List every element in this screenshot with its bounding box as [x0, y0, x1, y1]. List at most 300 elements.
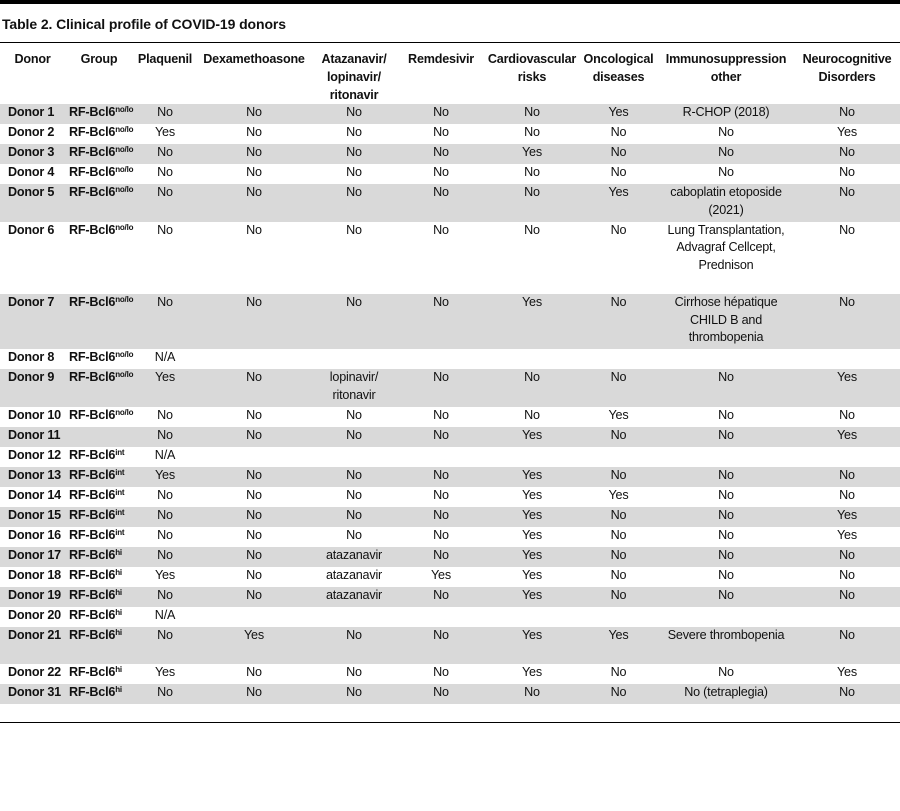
- cell-immuno: No: [658, 369, 794, 407]
- group-name: RF-Bcl6: [69, 350, 116, 364]
- cell-plaquenil: No: [133, 507, 197, 527]
- cell-group: [65, 104, 133, 124]
- cell-remdesivir: No: [397, 507, 485, 527]
- cell-cardio: Yes: [522, 567, 542, 582]
- cell-onco: No: [579, 427, 658, 447]
- cell-cardio: No: [524, 165, 540, 179]
- cell-remdesivir: No: [397, 104, 485, 124]
- cell-onco: Yes: [608, 407, 629, 422]
- cell-cardio: [485, 447, 579, 467]
- cell-cardio: No: [524, 125, 540, 139]
- table-row: [0, 222, 900, 295]
- cell-cardio: Yes: [485, 144, 579, 164]
- table-row: [0, 124, 900, 144]
- group-name: RF-Bcl6: [69, 185, 116, 199]
- column-header-remdesivir: Remdesivir: [408, 52, 474, 66]
- cell-immuno: No: [718, 407, 734, 422]
- group-name: RF-Bcl6: [69, 105, 116, 119]
- cell-plaquenil: Yes: [155, 665, 175, 679]
- cell-remdesivir: No: [397, 369, 485, 407]
- cell-onco: No: [579, 587, 658, 607]
- group-level: no/lo: [115, 145, 134, 154]
- cell-immuno: Lung Transplantation, Advagraf Cellcept, Prednison: [667, 222, 785, 272]
- cell-donor: Donor 12: [8, 447, 61, 462]
- group-level: int: [115, 467, 125, 477]
- table-row: [0, 184, 900, 222]
- cell-atazanavir: No: [346, 222, 362, 237]
- cell-group: [65, 627, 133, 665]
- cell-dexamethasone: No: [197, 467, 311, 487]
- cell-dexamethasone: Yes: [197, 627, 311, 665]
- cell-plaquenil: No: [157, 222, 173, 237]
- cell-plaquenil: N/A: [154, 350, 176, 364]
- cell-plaquenil: No: [133, 144, 197, 164]
- cell-immuno: No: [658, 507, 794, 527]
- column-header-donor: Donor: [14, 52, 51, 66]
- cell-onco: Yes: [579, 627, 658, 665]
- cell-immuno: No: [658, 427, 794, 447]
- table-row: [0, 664, 900, 684]
- cell-group: [65, 427, 133, 447]
- cell-cardio: Yes: [485, 294, 579, 349]
- cell-plaquenil: N/A: [154, 447, 176, 462]
- cell-donor: Donor 6: [8, 222, 55, 237]
- cell-donor: Donor 14: [8, 487, 61, 502]
- cell-onco: No: [610, 125, 627, 139]
- group-level: no/lo: [115, 165, 134, 174]
- cell-dexamethasone: No: [197, 587, 311, 607]
- cell-atazanavir: atazanavir: [311, 547, 397, 567]
- column-header-atazanavir: Atazanavir/ lopinavir/ ritonavir: [321, 52, 387, 102]
- cell-donor: Donor 18: [8, 567, 61, 582]
- cell-atazanavir: No: [346, 665, 362, 679]
- cell-donor: Donor 16: [8, 527, 61, 542]
- cell-donor: Donor 15: [0, 507, 65, 527]
- cell-dexamethasone: No: [197, 144, 311, 164]
- group-name: RF-Bcl6: [69, 145, 116, 159]
- group-name: RF-Bcl6: [69, 665, 116, 679]
- group-level: hi: [115, 665, 122, 674]
- cell-donor: Donor 13: [0, 467, 65, 487]
- cell-group: [65, 467, 133, 487]
- cell-immuno: No: [658, 467, 794, 487]
- cell-atazanavir: [311, 349, 397, 369]
- cell-group: [65, 369, 133, 407]
- table-row: [0, 684, 900, 704]
- group-level: no/lo: [115, 295, 134, 304]
- cell-group: [65, 487, 133, 507]
- group-level: hi: [115, 627, 122, 637]
- cell-neuro: No: [794, 627, 900, 665]
- group-level: int: [115, 487, 125, 497]
- cell-onco: No: [610, 665, 627, 679]
- cell-dexamethasone: No: [246, 125, 262, 139]
- cell-neuro: No: [839, 567, 855, 582]
- cell-remdesivir: [397, 607, 485, 627]
- cell-immuno: [658, 607, 794, 627]
- column-header-immuno: Immunosuppression other: [665, 52, 787, 84]
- cell-dexamethasone: No: [246, 165, 262, 179]
- table-body: [0, 104, 900, 704]
- cell-dexamethasone: No: [197, 294, 311, 349]
- cell-dexamethasone: No: [197, 684, 311, 704]
- group-name: RF-Bcl6: [69, 567, 116, 582]
- cell-remdesivir: No: [433, 125, 449, 139]
- group-name: RF-Bcl6: [69, 547, 116, 562]
- column-header-cardio: Cardiovascular risks: [487, 52, 577, 84]
- cell-group: [65, 664, 133, 684]
- table-row: [0, 349, 900, 369]
- table-row: [0, 587, 900, 607]
- cell-plaquenil: No: [133, 184, 197, 222]
- cell-onco: No: [610, 527, 627, 542]
- cell-neuro: No: [794, 104, 900, 124]
- cell-immuno: No: [718, 487, 734, 502]
- cell-donor: Donor 31: [0, 684, 65, 704]
- cell-remdesivir: No: [433, 527, 449, 542]
- cell-group: [65, 587, 133, 607]
- group-level: hi: [115, 547, 122, 557]
- cell-neuro: Yes: [794, 507, 900, 527]
- cell-immuno: caboplatin etoposide (2021): [658, 184, 794, 222]
- cell-remdesivir: No: [433, 222, 449, 237]
- cell-cardio: Yes: [522, 665, 542, 679]
- cell-remdesivir: No: [397, 467, 485, 487]
- cell-atazanavir: [311, 447, 397, 467]
- cell-group: [65, 164, 133, 184]
- cell-dexamethasone: No: [197, 547, 311, 567]
- cell-neuro: [794, 447, 900, 467]
- cell-onco: Yes: [579, 184, 658, 222]
- cell-dexamethasone: No: [197, 184, 311, 222]
- group-name: RF-Bcl6: [69, 447, 116, 462]
- cell-immuno: No (tetraplegia): [658, 684, 794, 704]
- cell-plaquenil: No: [133, 547, 197, 567]
- cell-donor: Donor 1: [0, 104, 65, 124]
- cell-atazanavir: lopinavir/ ritonavir: [311, 369, 397, 407]
- table-row: [0, 507, 900, 527]
- cell-group: [65, 349, 133, 369]
- cell-neuro: Yes: [794, 369, 900, 407]
- cell-onco: No: [610, 567, 627, 582]
- cell-donor: Donor 7: [0, 294, 65, 349]
- title-rule: [0, 42, 900, 43]
- cell-neuro: No: [839, 165, 855, 179]
- cell-remdesivir: No: [433, 165, 449, 179]
- cell-dexamethasone: No: [246, 222, 262, 237]
- table-row: [0, 104, 900, 124]
- cell-neuro: Yes: [837, 665, 857, 679]
- cell-neuro: No: [794, 547, 900, 567]
- table-row: [0, 144, 900, 164]
- cell-plaquenil: No: [157, 527, 173, 542]
- cell-group: [65, 547, 133, 567]
- cell-neuro: No: [794, 684, 900, 704]
- table-row: [0, 567, 900, 587]
- cell-onco: No: [579, 294, 658, 349]
- cell-cardio: Yes: [485, 427, 579, 447]
- cell-remdesivir: No: [397, 427, 485, 447]
- group-level: hi: [115, 685, 122, 694]
- cell-atazanavir: No: [346, 407, 362, 422]
- table-row: [0, 467, 900, 487]
- cell-neuro: No: [839, 222, 855, 237]
- cell-donor: Donor 3: [0, 144, 65, 164]
- cell-remdesivir: No: [397, 684, 485, 704]
- table-row: [0, 607, 900, 627]
- cell-donor: Donor 22: [8, 665, 61, 679]
- cell-donor: Donor 19: [0, 587, 65, 607]
- cell-remdesivir: No: [433, 665, 449, 679]
- cell-cardio: Yes: [485, 467, 579, 487]
- group-name: RF-Bcl6: [69, 507, 116, 522]
- group-level: int: [115, 507, 125, 517]
- cell-immuno: No: [658, 144, 794, 164]
- cell-donor: Donor 9: [0, 369, 65, 407]
- cell-atazanavir: No: [346, 527, 362, 542]
- cell-group: [65, 144, 133, 164]
- cell-cardio: Yes: [522, 527, 542, 542]
- group-name: RF-Bcl6: [69, 685, 116, 699]
- cell-cardio: [485, 607, 579, 627]
- cell-plaquenil: No: [157, 487, 173, 502]
- cell-onco: Yes: [608, 487, 629, 502]
- cell-onco: No: [579, 369, 658, 407]
- cell-donor: Donor 21: [0, 627, 65, 665]
- cell-cardio: Yes: [485, 587, 579, 607]
- cell-dexamethasone: No: [197, 507, 311, 527]
- cell-donor: Donor 8: [8, 350, 55, 364]
- column-header-plaquenil: Plaquenil: [137, 52, 193, 66]
- group-name: RF-Bcl6: [69, 165, 116, 179]
- cell-dexamethasone: [197, 447, 311, 467]
- cell-onco: No: [579, 467, 658, 487]
- table-row: [0, 487, 900, 507]
- cell-group: [65, 567, 133, 587]
- cell-dexamethasone: No: [246, 665, 262, 679]
- group-name: RF-Bcl6: [69, 587, 116, 602]
- cell-atazanavir: No: [311, 294, 397, 349]
- cell-neuro: No: [839, 487, 855, 502]
- cell-cardio: No: [485, 684, 579, 704]
- cell-atazanavir: No: [311, 104, 397, 124]
- cell-dexamethasone: [197, 349, 311, 369]
- cell-neuro: No: [794, 294, 900, 349]
- cell-atazanavir: No: [311, 427, 397, 447]
- cell-plaquenil: No: [133, 427, 197, 447]
- cell-immuno: Severe thrombopenia: [658, 627, 794, 665]
- cell-immuno: R-CHOP (2018): [658, 104, 794, 124]
- cell-remdesivir: No: [397, 627, 485, 665]
- table-row: [0, 407, 900, 427]
- cell-group: [65, 527, 133, 547]
- cell-onco: [579, 607, 658, 627]
- cell-donor: Donor 11: [0, 427, 65, 447]
- cell-group: [65, 294, 133, 349]
- table-row: [0, 294, 900, 349]
- table-title: Table 2. Clinical profile of COVID-19 donors: [2, 16, 286, 32]
- cell-plaquenil: No: [133, 104, 197, 124]
- cell-onco: No: [610, 165, 627, 179]
- cell-cardio: No: [485, 104, 579, 124]
- cell-remdesivir: No: [433, 487, 449, 502]
- cell-plaquenil: No: [133, 587, 197, 607]
- cell-cardio: Yes: [522, 487, 542, 502]
- cell-neuro: No: [794, 587, 900, 607]
- cell-dexamethasone: No: [197, 427, 311, 447]
- column-header-onco: Oncological diseases: [583, 52, 654, 84]
- cell-group: [65, 607, 133, 627]
- cell-neuro: Yes: [794, 427, 900, 447]
- cell-donor: Donor 20: [8, 607, 61, 622]
- cell-onco: No: [579, 547, 658, 567]
- cell-plaquenil: No: [133, 684, 197, 704]
- cell-plaquenil: No: [133, 294, 197, 349]
- cell-neuro: [794, 607, 900, 627]
- cell-atazanavir: No: [311, 627, 397, 665]
- cell-immuno: [658, 349, 794, 369]
- cell-atazanavir: No: [311, 467, 397, 487]
- cell-plaquenil: Yes: [155, 567, 175, 582]
- cell-onco: No: [579, 144, 658, 164]
- group-level: no/lo: [115, 125, 134, 134]
- cell-plaquenil: No: [133, 627, 197, 665]
- cell-group: [65, 184, 133, 222]
- cell-remdesivir: No: [397, 184, 485, 222]
- cell-onco: [579, 349, 658, 369]
- bottom-rule: [0, 722, 900, 723]
- cell-neuro: Yes: [837, 527, 857, 542]
- group-level: no/lo: [115, 222, 134, 232]
- group-level: no/lo: [115, 350, 134, 359]
- group-level: no/lo: [115, 407, 134, 417]
- clinical-profile-table: [0, 50, 900, 704]
- group-level: no/lo: [115, 185, 134, 194]
- cell-dexamethasone: No: [246, 487, 262, 502]
- cell-group: [65, 684, 133, 704]
- cell-dexamethasone: No: [197, 104, 311, 124]
- table-row: [0, 369, 900, 407]
- cell-cardio: Yes: [485, 507, 579, 527]
- cell-group: [65, 124, 133, 144]
- cell-neuro: No: [794, 184, 900, 222]
- group-level: int: [115, 527, 125, 537]
- column-header-neuro: Neurocognitive Disorders: [802, 52, 892, 84]
- group-name: RF-Bcl6: [69, 487, 116, 502]
- cell-group: [65, 447, 133, 467]
- cell-remdesivir: Yes: [431, 567, 451, 582]
- cell-group: [65, 407, 133, 427]
- cell-dexamethasone: No: [197, 369, 311, 407]
- cell-cardio: No: [524, 222, 540, 237]
- group-name: RF-Bcl6: [69, 125, 116, 139]
- cell-onco: No: [579, 507, 658, 527]
- cell-atazanavir: No: [311, 684, 397, 704]
- cell-atazanavir: atazanavir: [311, 587, 397, 607]
- table-row: [0, 427, 900, 447]
- table-row: [0, 527, 900, 547]
- cell-atazanavir: No: [311, 184, 397, 222]
- cell-atazanavir: No: [311, 507, 397, 527]
- table-row: [0, 164, 900, 184]
- table-row: [0, 447, 900, 467]
- group-level: hi: [115, 587, 122, 597]
- cell-atazanavir: atazanavir: [325, 567, 383, 582]
- cell-immuno: No: [718, 567, 734, 582]
- cell-neuro: No: [839, 407, 855, 422]
- cell-atazanavir: No: [346, 125, 362, 139]
- cell-onco: No: [579, 684, 658, 704]
- cell-immuno: [658, 447, 794, 467]
- cell-group: [65, 507, 133, 527]
- table-row: [0, 627, 900, 665]
- cell-cardio: No: [485, 369, 579, 407]
- cell-plaquenil: No: [157, 165, 173, 179]
- group-name: RF-Bcl6: [69, 607, 116, 622]
- group-name: RF-Bcl6: [69, 222, 116, 237]
- cell-dexamethasone: No: [246, 407, 262, 422]
- cell-cardio: Yes: [485, 627, 579, 665]
- cell-group: [65, 222, 133, 295]
- cell-cardio: [485, 349, 579, 369]
- group-level: no/lo: [115, 105, 134, 114]
- group-name: RF-Bcl6: [69, 527, 116, 542]
- cell-immuno: No: [718, 125, 734, 139]
- cell-remdesivir: No: [397, 547, 485, 567]
- cell-dexamethasone: No: [246, 567, 262, 582]
- cell-donor: Donor 2: [8, 125, 55, 139]
- cell-atazanavir: [311, 607, 397, 627]
- cell-atazanavir: No: [346, 165, 362, 179]
- column-header-group: Group: [80, 52, 118, 66]
- cell-cardio: No: [524, 407, 540, 422]
- cell-donor: Donor 10: [8, 407, 61, 422]
- group-level: no/lo: [115, 370, 134, 379]
- cell-remdesivir: No: [433, 407, 449, 422]
- cell-remdesivir: No: [397, 294, 485, 349]
- cell-cardio: No: [485, 184, 579, 222]
- group-name: RF-Bcl6: [69, 407, 116, 422]
- table-row: [0, 547, 900, 567]
- cell-immuno: No: [718, 527, 734, 542]
- cell-immuno: No: [718, 665, 734, 679]
- cell-immuno: Cirrhose hépatique CHILD B and thrombopenia: [658, 294, 794, 349]
- cell-cardio: Yes: [485, 547, 579, 567]
- cell-neuro: No: [794, 144, 900, 164]
- cell-remdesivir: [397, 447, 485, 467]
- cell-dexamethasone: No: [246, 527, 262, 542]
- group-level: int: [115, 447, 125, 457]
- cell-plaquenil: N/A: [154, 607, 176, 622]
- cell-plaquenil: Yes: [133, 467, 197, 487]
- group-level: hi: [115, 567, 122, 577]
- cell-donor: Donor 5: [0, 184, 65, 222]
- cell-remdesivir: No: [397, 144, 485, 164]
- cell-onco: [579, 447, 658, 467]
- group-name: RF-Bcl6: [69, 295, 116, 309]
- cell-remdesivir: No: [397, 587, 485, 607]
- cell-onco: Yes: [579, 104, 658, 124]
- cell-atazanavir: No: [346, 487, 362, 502]
- cell-onco: No: [610, 222, 627, 237]
- group-level: hi: [115, 607, 122, 617]
- group-name: RF-Bcl6: [69, 370, 116, 384]
- cell-neuro: Yes: [837, 125, 857, 139]
- cell-immuno: No: [718, 165, 734, 179]
- cell-plaquenil: Yes: [133, 369, 197, 407]
- cell-neuro: [794, 349, 900, 369]
- cell-immuno: No: [658, 587, 794, 607]
